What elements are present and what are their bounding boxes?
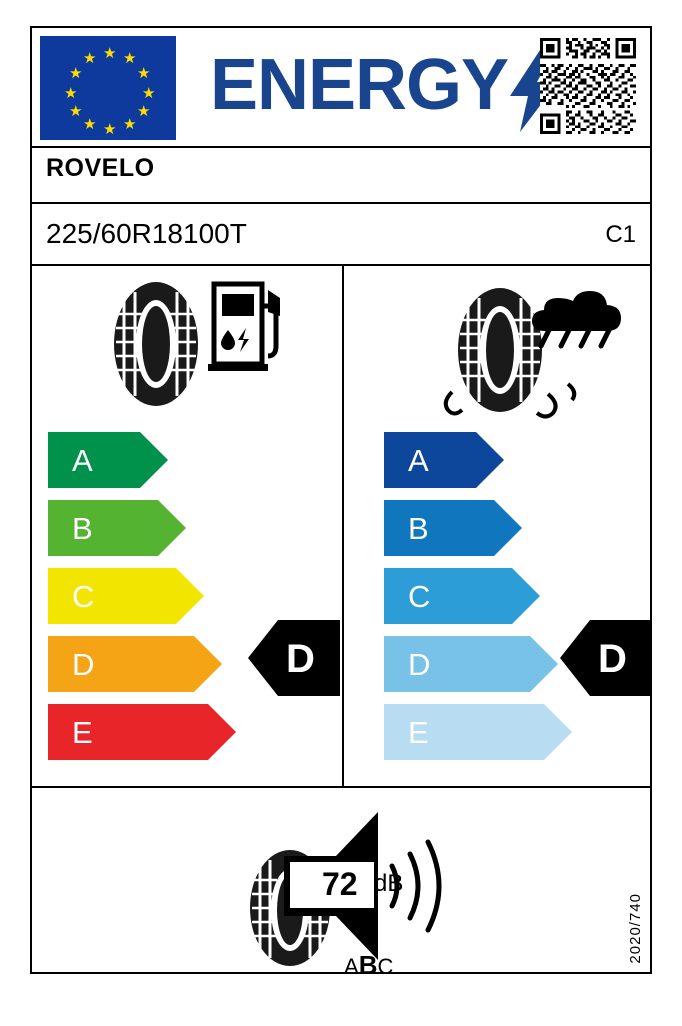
grade-row [384, 432, 580, 488]
grade-letter: A [72, 443, 93, 478]
grade-row [384, 568, 580, 624]
grade-letter: B [408, 511, 429, 546]
noise-class-c: C [377, 954, 394, 979]
divider-brand [32, 202, 650, 204]
grade-arrow-c [384, 568, 580, 624]
grade-letter: C [408, 579, 431, 614]
fuel-grade-list [48, 432, 244, 772]
regulation-code: 2020/740 [627, 893, 644, 964]
tyre-class: C1 [605, 221, 636, 248]
page-title: ENERGY [210, 45, 509, 125]
divider-header [32, 146, 650, 148]
eu-flag-icon: ★ ★ ★ ★ ★ ★ ★ ★ ★ ★ ★ ★ [40, 36, 176, 140]
grade-row [384, 636, 580, 692]
label-header [32, 28, 650, 148]
noise-class-a: A [344, 954, 359, 979]
wet-selected-letter: D [598, 637, 627, 681]
energy-label-card [30, 26, 652, 980]
wet-grade-list [384, 432, 580, 772]
grade-row [48, 636, 244, 692]
grade-arrow-e [48, 704, 244, 760]
noise-class-scale [344, 950, 393, 981]
grade-letter: D [72, 647, 95, 682]
tyre-size: 225/60R18100T [46, 218, 247, 249]
fuel-efficiency-pictogram [94, 272, 294, 412]
grade-row [384, 500, 580, 556]
divider-vertical [342, 266, 344, 786]
grade-row [48, 500, 244, 556]
divider-size [32, 264, 650, 266]
grade-arrow-c [48, 568, 244, 624]
wet-selected-marker [560, 620, 652, 696]
fuel-selected-marker [248, 620, 340, 696]
noise-value: 72 [322, 866, 358, 902]
grade-letter: A [408, 443, 429, 478]
brand-name: ROVELO [46, 154, 155, 182]
grade-arrow-a [384, 432, 580, 488]
grade-letter: D [408, 647, 431, 682]
qr-code-icon [540, 38, 636, 134]
grade-row [48, 704, 244, 760]
grade-arrow-d [48, 636, 244, 692]
grade-arrow-e [384, 704, 580, 760]
grade-arrow-d [384, 636, 580, 692]
grade-row [48, 568, 244, 624]
grade-letter: C [72, 579, 95, 614]
divider-noise [32, 786, 650, 788]
grade-arrow-b [384, 500, 580, 556]
rain-cloud-icon [532, 291, 621, 346]
grade-row [384, 704, 580, 760]
grade-letter: E [408, 715, 429, 750]
grade-letter: B [72, 511, 93, 546]
noise-unit: dB [374, 870, 404, 897]
grade-arrow-b [48, 500, 244, 556]
wet-grip-pictogram [430, 272, 640, 432]
fuel-selected-letter: D [286, 637, 315, 681]
grade-row [48, 432, 244, 488]
grade-arrow-a [48, 432, 244, 488]
grade-letter: E [72, 715, 93, 750]
noise-class-b: B [358, 950, 378, 980]
fuel-pump-icon [208, 284, 280, 371]
